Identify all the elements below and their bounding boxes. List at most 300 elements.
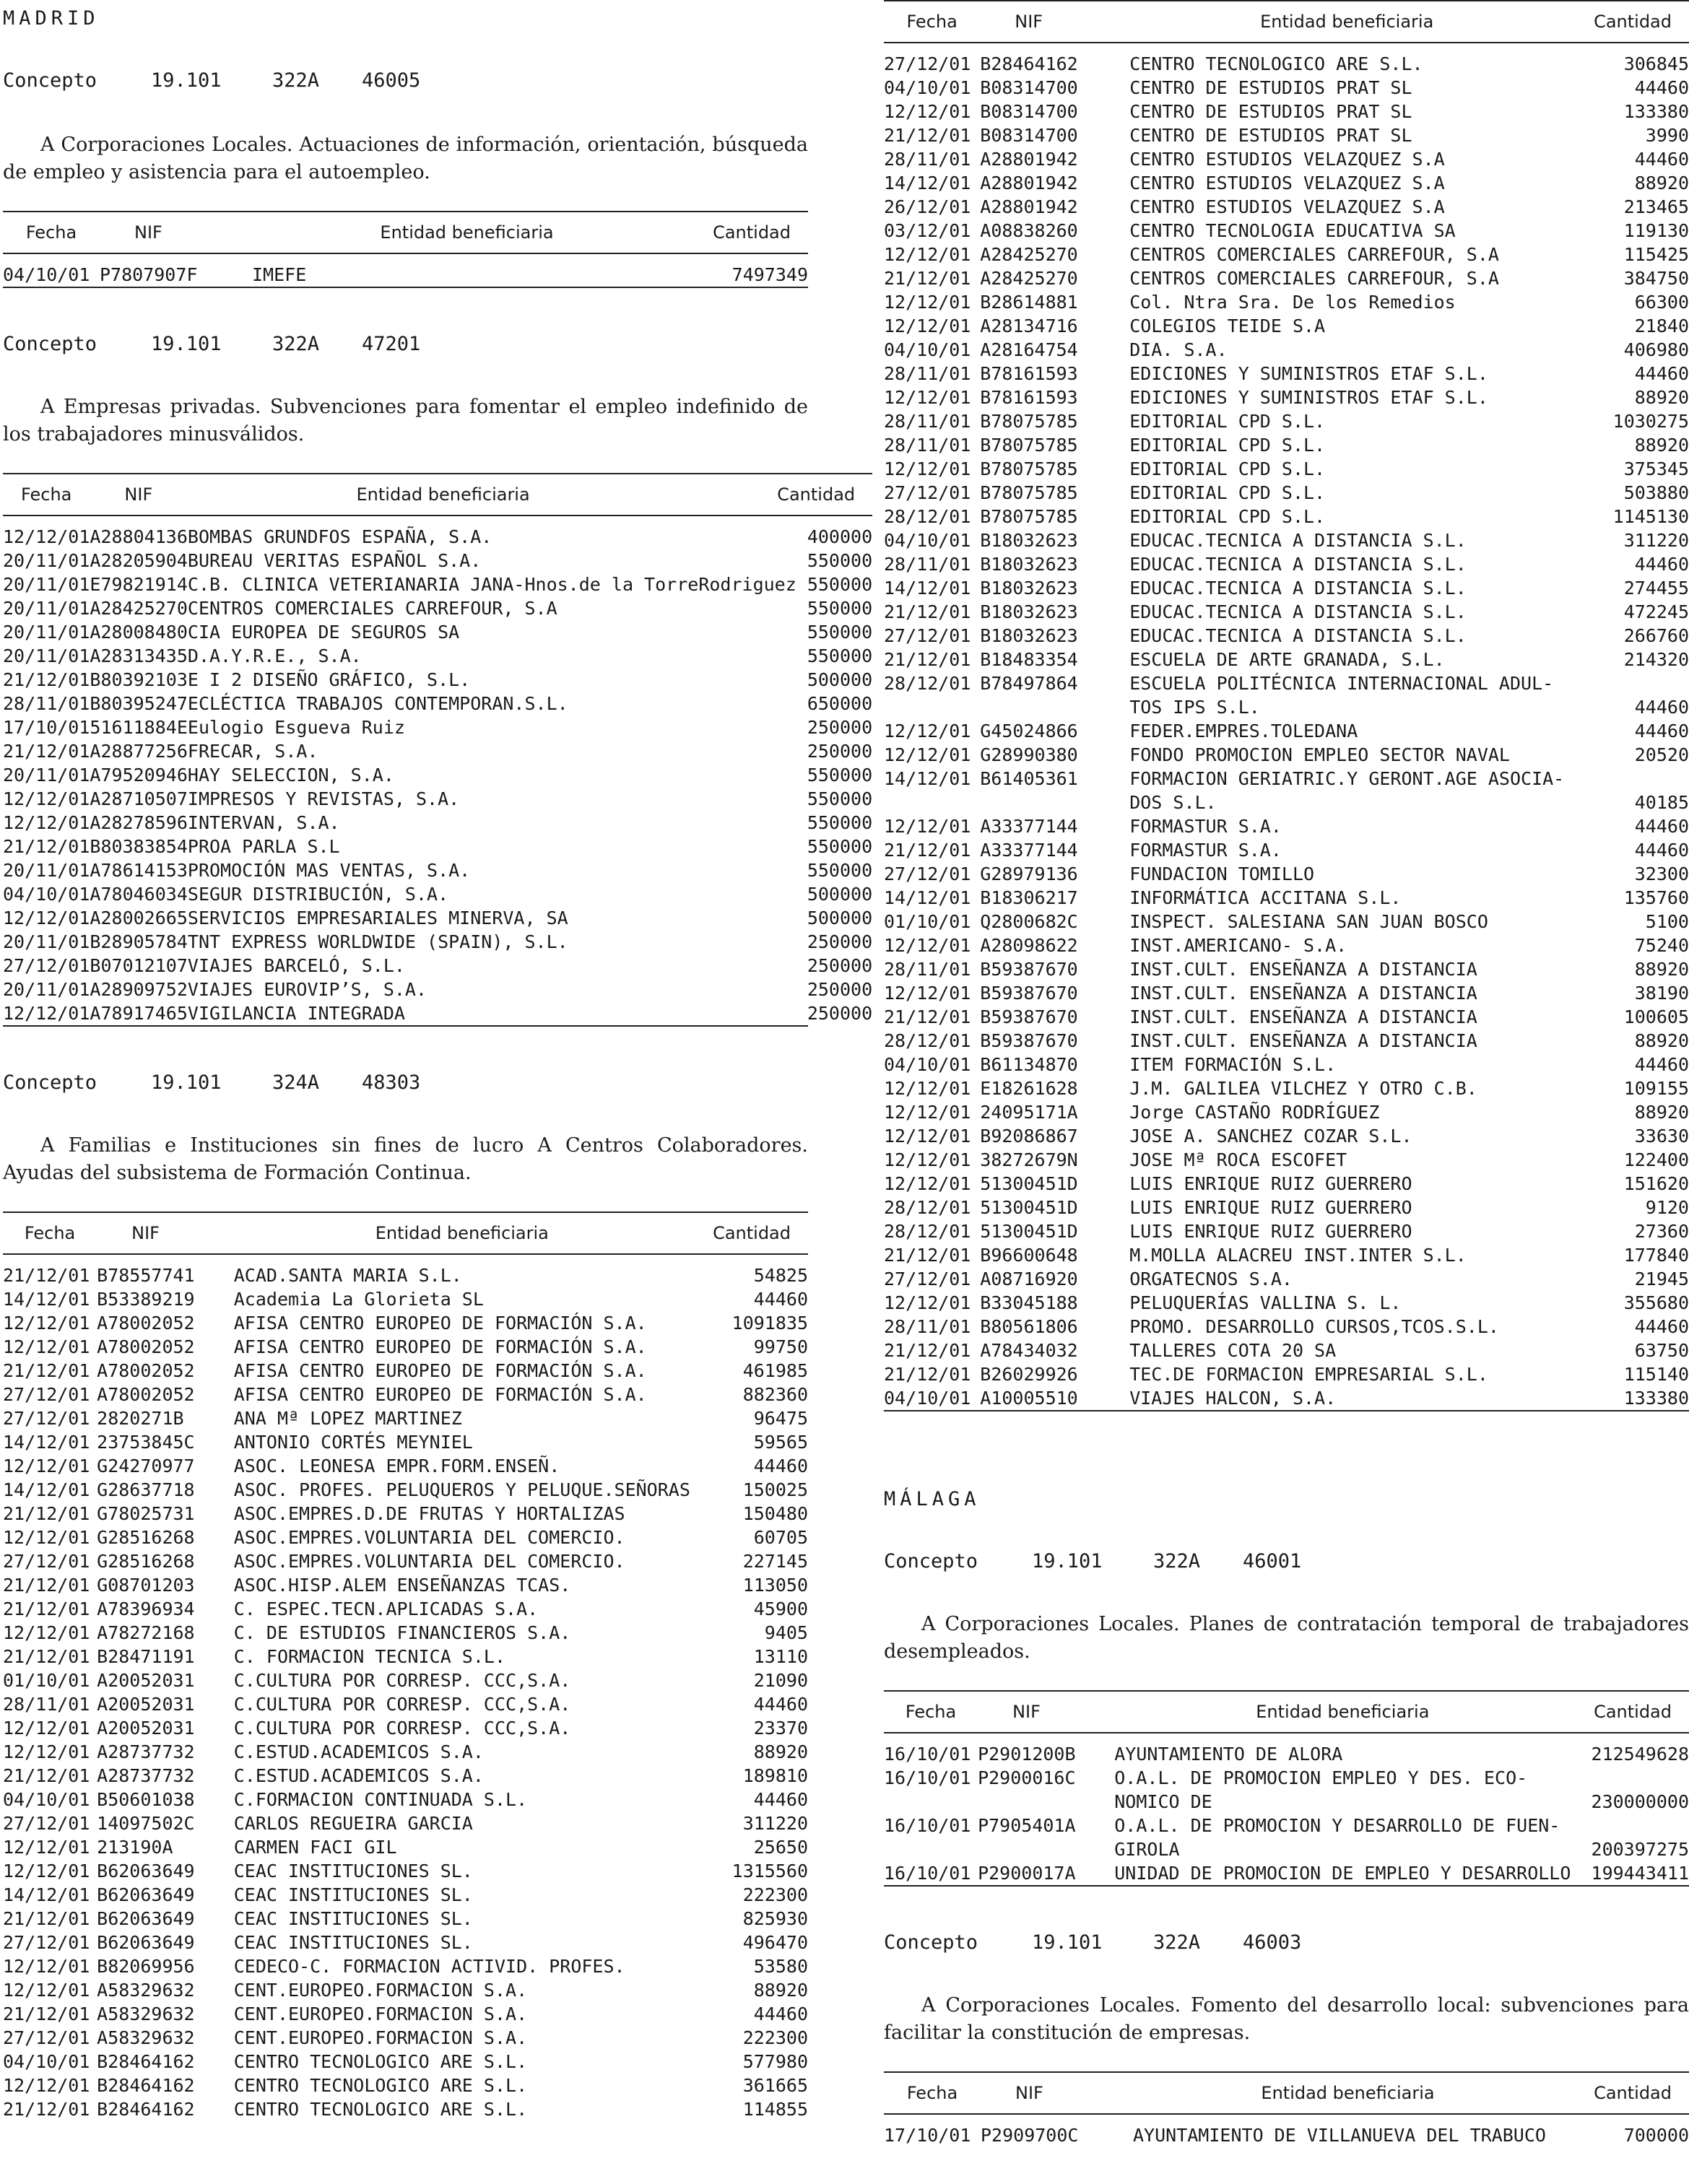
table-row: [884, 171, 1689, 195]
table-row: [3, 1788, 808, 1811]
cell-fecha: 21/12/01: [3, 1360, 90, 1381]
header-cantidad: Cantidad: [1571, 1691, 1689, 1733]
table-row: [3, 549, 872, 573]
cell-nif: A78272168: [97, 1622, 195, 1643]
cell-fecha: 21/12/01: [3, 2099, 90, 2120]
cell-nif: A28804136: [90, 526, 188, 547]
cell-nif: 51611884E: [90, 717, 188, 738]
cell-fecha: 12/12/01: [3, 1980, 90, 2001]
cell-cantidad: 311220: [1623, 530, 1689, 551]
cell-fecha: 12/12/01: [884, 1149, 971, 1170]
cell-fecha: 12/12/01: [3, 1527, 90, 1548]
cell-nif: B78075785: [980, 411, 1078, 432]
cell-fecha: 12/12/01: [884, 101, 971, 122]
table-row: [3, 1454, 808, 1478]
cell-cantidad: 406980: [1623, 339, 1689, 360]
cell-cantidad: 212549628: [1591, 1744, 1689, 1765]
cell-nif: A28164754: [980, 339, 1078, 360]
table-row: [3, 930, 872, 954]
cell-entidad: FUNDACION TOMILLO: [1129, 863, 1315, 884]
concept-label: Concepto: [884, 1550, 978, 1572]
table-row: [884, 1148, 1689, 1172]
table-row: [884, 1733, 1689, 1766]
cell-cantidad: 250000: [807, 717, 873, 738]
cell-fecha: 12/12/01: [884, 1078, 971, 1099]
cell-cantidad: 266760: [1623, 625, 1689, 646]
cell-fecha: 04/10/01: [3, 264, 90, 285]
table-row: [3, 1621, 808, 1645]
table-row: [884, 362, 1689, 386]
header-fecha: Fecha: [3, 474, 90, 515]
cell-nif: B61405361: [980, 768, 1078, 789]
cell-fecha: 28/11/01: [884, 554, 971, 575]
cell-entidad: EDITORIAL CPD S.L.: [1129, 411, 1326, 432]
cell-cantidad: 113050: [742, 1575, 808, 1596]
concept-label: Concepto: [3, 333, 97, 355]
cell-cantidad: 119130: [1623, 220, 1689, 241]
cell-nif: 23753845C: [97, 1432, 195, 1453]
cell-entidad: C.CULTURA POR CORRESP. CCC,S.A.: [233, 1718, 571, 1739]
cell-nif: B18306217: [980, 887, 1078, 908]
concept-program: 324A: [272, 1071, 320, 1094]
cell-fecha: 12/12/01: [3, 1622, 90, 1643]
cell-cantidad: 59565: [753, 1432, 808, 1453]
cell-fecha: 28/11/01: [884, 411, 971, 432]
cell-nif: [980, 791, 1129, 814]
table-row: [884, 791, 1689, 814]
cell-entidad: CENTRO TECNOLOGICO ARE S.L.: [233, 2051, 528, 2072]
cell-cantidad: 44460: [753, 1289, 808, 1310]
cell-fecha: 21/12/01: [884, 1006, 971, 1027]
cell-fecha: 28/12/01: [884, 673, 971, 694]
header-fecha: Fecha: [884, 1691, 978, 1733]
table-row: [884, 433, 1689, 457]
cell-fecha: [884, 695, 980, 719]
cell-cantidad: 230000000: [1591, 1791, 1689, 1812]
cell-nif: 24095171A: [980, 1102, 1078, 1123]
cell-fecha: 27/12/01: [3, 955, 90, 976]
cell-nif: G28516268: [97, 1551, 195, 1572]
cell-fecha: 12/12/01: [884, 1102, 971, 1123]
cell-cantidad: 54825: [753, 1265, 808, 1286]
cell-nif: [978, 1790, 1114, 1814]
cell-entidad: PROMO. DESARROLLO CURSOS,TCOS.S.L.: [1129, 1316, 1499, 1337]
cell-entidad: CEAC INSTITUCIONES SL.: [233, 1884, 473, 1905]
cell-entidad: VIAJES BARCELÓ, S.L.: [187, 955, 405, 976]
cell-fecha: 27/12/01: [884, 482, 971, 503]
table-row: [884, 1861, 1689, 1885]
cell-cantidad: 100605: [1623, 1006, 1689, 1027]
cell-entidad: M.MOLLA ALACREU INST.INTER S.L.: [1129, 1245, 1467, 1266]
header-cantidad: Cantidad: [682, 212, 808, 253]
cell-nif: A58329632: [97, 1980, 195, 2001]
cell-nif: P2900016C: [978, 1767, 1076, 1788]
cell-fecha: 12/12/01: [3, 788, 90, 809]
cell-nif: A78434032: [980, 1340, 1078, 1361]
cell-fecha: 04/10/01: [884, 339, 971, 360]
table-row: [3, 644, 872, 668]
cell-entidad: JOSE Mª ROCA ESCOFET: [1129, 1149, 1347, 1170]
table-row: [3, 1287, 808, 1311]
table-row: [3, 515, 872, 549]
table-row: [3, 2097, 808, 2121]
cell-nif: A28737732: [97, 1765, 195, 1786]
cell-cantidad: 44460: [1634, 840, 1689, 861]
cell-nif: B78075785: [980, 435, 1078, 456]
cell-entidad: FORMASTUR S.A.: [1129, 840, 1282, 861]
cell-entidad: NOMICO DE: [1114, 1791, 1212, 1812]
cell-nif: B50601038: [97, 1789, 195, 1810]
cell-entidad: JOSE A. SANCHEZ COZAR S.L.: [1129, 1126, 1412, 1147]
cell-nif: P2901200B: [978, 1744, 1076, 1765]
cell-cantidad: 227145: [742, 1551, 808, 1572]
cell-nif: A78917465: [90, 1003, 188, 1024]
cell-nif: B59387670: [980, 1030, 1078, 1051]
cell-nif: A28877256: [90, 741, 188, 762]
cell-cantidad: 375345: [1623, 458, 1689, 479]
cell-fecha: 26/12/01: [884, 196, 971, 217]
cell-entidad: CENTRO ESTUDIOS VELAZQUEZ S.A: [1129, 196, 1445, 217]
cell-cantidad: 44460: [753, 1789, 808, 1810]
cell-entidad: CENTROS COMERCIALES CARREFOUR, S.A: [1129, 268, 1499, 289]
concept-item: 46003: [1243, 1931, 1302, 1954]
table-row: [884, 1766, 1689, 1790]
beneficiary-table: [3, 1211, 808, 2121]
cell-cantidad: 44460: [1634, 1054, 1689, 1075]
cell-entidad: AYUNTAMIENTO DE ALORA: [1114, 1744, 1343, 1765]
cell-cantidad: 250000: [807, 955, 873, 976]
cell-entidad: BUREAU VERITAS ESPAÑOL S.A.: [187, 550, 482, 571]
table-row: [884, 505, 1689, 528]
cell-entidad: EDITORIAL CPD S.L.: [1129, 458, 1326, 479]
table-row: [884, 624, 1689, 648]
table-row: [884, 1814, 1689, 1837]
cell-nif: B78497864: [980, 673, 1078, 694]
cell-entidad: CENT.EUROPEO.FORMACION S.A.: [233, 1980, 528, 2001]
cell-fecha: 21/12/01: [884, 1340, 971, 1361]
cell-fecha: 17/10/01: [3, 717, 90, 738]
cell-nif: 51300451D: [980, 1221, 1078, 1242]
city-heading-malaga: MÁLAGA: [884, 1488, 981, 1510]
cell-fecha: 20/11/01: [3, 622, 90, 643]
cell-nif: B18032623: [980, 554, 1078, 575]
cell-entidad: SEGUR DISTRIBUCIÓN, S.A.: [187, 884, 449, 905]
table-row: [884, 671, 1689, 695]
cell-cantidad: 21840: [1634, 316, 1689, 336]
cell-nif: A78002052: [97, 1360, 195, 1381]
cell-entidad: CENTRO TECNOLOGIA EDUCATIVA SA: [1129, 220, 1456, 241]
cell-entidad: AYUNTAMIENTO DE VILLANUEVA DEL TRABUCO: [1133, 2125, 1546, 2146]
cell-nif: A28002665: [90, 908, 188, 928]
cell-nif: P2900017A: [978, 1863, 1076, 1884]
cell-nif: B26029926: [980, 1364, 1078, 1385]
cell-cantidad: 38190: [1634, 983, 1689, 1004]
cell-cantidad: 361665: [742, 2075, 808, 2096]
cell-entidad: C.CULTURA POR CORRESP. CCC,S.A.: [233, 1670, 571, 1691]
table-row: [884, 76, 1689, 100]
cell-fecha: 20/11/01: [3, 931, 90, 952]
cell-fecha: 28/11/01: [884, 435, 971, 456]
cell-fecha: 12/12/01: [3, 1837, 90, 1858]
cell-nif: B80392103: [90, 669, 188, 690]
cell-entidad: CIA EUROPEA DE SEGUROS SA: [187, 622, 460, 643]
table-row: [884, 910, 1689, 934]
cell-cantidad: [1571, 1766, 1689, 1790]
cell-cantidad: 44460: [753, 2004, 808, 2024]
concept-code: 19.101: [151, 333, 222, 355]
cell-entidad: EDUCAC.TECNICA A DISTANCIA S.L.: [1129, 554, 1467, 575]
cell-fecha: 12/12/01: [884, 816, 971, 837]
cell-fecha: 20/11/01: [3, 979, 90, 1000]
cell-cantidad: 213465: [1623, 196, 1689, 217]
cell-cantidad: 199443411: [1591, 1863, 1689, 1884]
cell-entidad: LUIS ENRIQUE RUIZ GUERRERO: [1129, 1197, 1412, 1218]
cell-nif: G08701203: [97, 1575, 195, 1596]
cell-fecha: 28/11/01: [884, 363, 971, 384]
cell-entidad: AFISA CENTRO EUROPEO DE FORMACIÓN S.A.: [233, 1384, 647, 1405]
cell-cantidad: 20520: [1634, 744, 1689, 765]
cell-fecha: 28/11/01: [884, 959, 971, 980]
cell-entidad: EDITORIAL CPD S.L.: [1129, 482, 1326, 503]
cell-nif: B59387670: [980, 959, 1078, 980]
cell-cantidad: 23370: [753, 1718, 808, 1739]
cell-nif: A28801942: [980, 173, 1078, 193]
table-row: [3, 1931, 808, 1954]
table-row: [3, 1311, 808, 1335]
cell-cantidad: 53580: [753, 1956, 808, 1977]
cell-entidad: BOMBAS GRUNDFOS ESPAÑA, S.A.: [187, 526, 492, 547]
table-row: [884, 314, 1689, 338]
cell-cantidad: 32300: [1634, 863, 1689, 884]
cell-entidad: O.A.L. DE PROMOCION Y DESARROLLO DE FUEN-: [1114, 1815, 1560, 1836]
cell-fecha: 27/12/01: [884, 863, 971, 884]
cell-cantidad: 88920: [1634, 959, 1689, 980]
cell-fecha: 27/12/01: [3, 1384, 90, 1405]
cell-entidad: ASOC.EMPRES.D.DE FRUTAS Y HORTALIZAS: [233, 1503, 625, 1524]
table-row: [3, 1859, 808, 1883]
cell-cantidad: 40185: [1634, 792, 1689, 813]
concept-program: 322A: [1153, 1550, 1201, 1572]
cell-entidad: CARMEN FACI GIL: [233, 1837, 397, 1858]
cell-entidad: ORGATECNOS S.A.: [1129, 1269, 1293, 1289]
cell-cantidad: 45900: [753, 1598, 808, 1619]
table-row: [884, 957, 1689, 981]
cell-entidad: C.ESTUD.ACADEMICOS S.A.: [233, 1741, 484, 1762]
table-row: [3, 1764, 808, 1788]
table-row: [884, 814, 1689, 838]
cell-fecha: [884, 1837, 978, 1861]
cell-cantidad: [1564, 767, 1689, 791]
cell-cantidad: 44460: [1634, 721, 1689, 741]
cell-nif: A28313435: [90, 645, 188, 666]
table-row: [3, 596, 872, 620]
cell-entidad: EDICIONES Y SUMINISTROS ETAF S.L.: [1129, 363, 1488, 384]
header-entidad: Entidad beneficiaria: [1133, 2072, 1563, 2114]
concept-item: 48303: [362, 1071, 421, 1094]
cell-nif: A78002052: [97, 1336, 195, 1357]
cell-cantidad: 577980: [742, 2051, 808, 2072]
cell-cantidad: 88920: [1634, 387, 1689, 408]
cell-cantidad: 550000: [807, 812, 873, 833]
header-fecha: Fecha: [3, 1212, 97, 1254]
table-row: [3, 1478, 808, 1502]
cell-entidad: FRECAR, S.A.: [187, 741, 318, 762]
table-row: [884, 1837, 1689, 1861]
cell-fecha: 28/12/01: [884, 1030, 971, 1051]
right-column: [884, 0, 1689, 2147]
cell-fecha: 27/12/01: [884, 625, 971, 646]
cell-nif: A78046034: [90, 884, 188, 905]
table-row: [3, 2050, 808, 2074]
table-row: [3, 573, 872, 596]
cell-entidad: AFISA CENTRO EUROPEO DE FORMACIÓN S.A.: [233, 1336, 647, 1357]
concept-description: A Corporaciones Locales. Planes de contratación temporal de trabajadores desempleados.: [884, 1613, 1689, 1663]
cell-fecha: 12/12/01: [3, 812, 90, 833]
table-row: [884, 1315, 1689, 1339]
cell-cantidad: 306845: [1623, 53, 1689, 74]
table-row: [3, 1335, 808, 1359]
concept-line: [884, 1550, 1689, 1573]
table-row: [3, 2074, 808, 2097]
cell-fecha: 21/12/01: [3, 836, 90, 857]
cell-fecha: 21/12/01: [3, 2004, 90, 2024]
cell-cantidad: 44460: [1634, 697, 1689, 718]
cell-nif: A28134716: [980, 316, 1078, 336]
cell-entidad: CENTROS COMERCIALES CARREFOUR, S.A: [187, 598, 557, 619]
cell-nif: B80395247: [90, 693, 188, 714]
header-cantidad: Cantidad: [1563, 2072, 1689, 2114]
cell-entidad: VIGILANCIA INTEGRADA: [187, 1003, 405, 1024]
cell-fecha: 17/10/01: [884, 2125, 971, 2146]
table-row: [884, 862, 1689, 886]
cell-nif: B80383854: [90, 836, 188, 857]
cell-fecha: 01/10/01: [884, 911, 971, 932]
cell-nif: B62063649: [97, 1908, 195, 1929]
concept-line: [3, 333, 808, 356]
cell-cantidad: 44460: [1634, 1316, 1689, 1337]
cell-fecha: 12/12/01: [3, 1718, 90, 1739]
concept-description: A Empresas privadas. Subvenciones para fomentar el empleo indefinido de los trabajadores minusválidos.: [3, 396, 808, 445]
cell-cantidad: 250000: [807, 931, 873, 952]
cell-cantidad: 27360: [1634, 1221, 1689, 1242]
header-nif: NIF: [981, 2072, 1133, 2114]
cell-nif: 51300451D: [980, 1173, 1078, 1194]
cell-fecha: 12/12/01: [884, 316, 971, 336]
cell-nif: A28425270: [90, 598, 188, 619]
cell-entidad: Academia La Glorieta SL: [233, 1289, 484, 1310]
cell-cantidad: 500000: [807, 669, 873, 690]
cell-nif: E79821914: [90, 574, 188, 595]
cell-entidad: Jorge CASTAÑO RODRÍGUEZ: [1129, 1102, 1380, 1123]
cell-nif: B08314700: [980, 77, 1078, 98]
cell-entidad: EDUCAC.TECNICA A DISTANCIA S.L.: [1129, 530, 1467, 551]
cell-cantidad: [1571, 1814, 1689, 1837]
cell-entidad: ANA Mª LOPEZ MARTINEZ: [233, 1408, 462, 1429]
cell-entidad: DIA. S.A.: [1129, 339, 1228, 360]
cell-entidad: CENTRO TECNOLOGICO ARE S.L.: [1129, 53, 1423, 74]
cell-cantidad: 151620: [1623, 1173, 1689, 1194]
cell-entidad: ASOC.EMPRES.VOLUNTARIA DEL COMERCIO.: [233, 1551, 625, 1572]
table-row: [884, 290, 1689, 314]
cell-entidad: IMEFE: [252, 264, 307, 285]
cell-fecha: 12/12/01: [3, 1741, 90, 1762]
cell-entidad: C.FORMACION CONTINUADA S.L.: [233, 1789, 528, 1810]
cell-entidad: EDITORIAL CPD S.L.: [1129, 506, 1326, 527]
cell-fecha: 21/12/01: [3, 1265, 90, 1286]
cell-cantidad: 99750: [753, 1336, 808, 1357]
table-row: [3, 1001, 872, 1025]
cell-entidad: EDUCAC.TECNICA A DISTANCIA S.L.: [1129, 601, 1467, 622]
cell-entidad: EDUCAC.TECNICA A DISTANCIA S.L.: [1129, 578, 1467, 599]
cell-nif: G24270977: [97, 1456, 195, 1476]
cell-nif: G78025731: [97, 1503, 195, 1524]
cell-fecha: 27/12/01: [3, 2027, 90, 2048]
cell-entidad: CENTROS COMERCIALES CARREFOUR, S.A: [1129, 244, 1499, 265]
cell-nif: A78002052: [97, 1313, 195, 1334]
table-row: [3, 978, 872, 1001]
table-row: [884, 147, 1689, 171]
cell-entidad: ITEM FORMACIÓN S.L.: [1129, 1054, 1337, 1075]
cell-nif: B18032623: [980, 625, 1078, 646]
cell-cantidad: 472245: [1623, 601, 1689, 622]
cell-nif: B18032623: [980, 601, 1078, 622]
cell-cantidad: 88920: [1634, 1102, 1689, 1123]
table-row: [884, 648, 1689, 671]
cell-fecha: 12/12/01: [884, 744, 971, 765]
table-row: [884, 1029, 1689, 1053]
cell-fecha: 04/10/01: [3, 2051, 90, 2072]
table-row: [3, 739, 872, 763]
cell-cantidad: 550000: [807, 598, 873, 619]
cell-nif: B78075785: [980, 482, 1078, 503]
cell-cantidad: 177840: [1623, 1245, 1689, 1266]
cell-cantidad: 550000: [807, 645, 873, 666]
cell-fecha: 20/11/01: [3, 550, 90, 571]
cell-entidad: CENTRO TECNOLOGICO ARE S.L.: [233, 2075, 528, 2096]
cell-nif: B28464162: [97, 2051, 195, 2072]
cell-nif: A78002052: [97, 1384, 195, 1405]
header-nif: NIF: [978, 1691, 1114, 1733]
cell-fecha: 21/12/01: [884, 125, 971, 146]
cell-fecha: 12/12/01: [884, 387, 971, 408]
cell-cantidad: 44460: [753, 1456, 808, 1476]
header-cantidad: Cantidad: [698, 474, 872, 515]
cell-fecha: 16/10/01: [884, 1863, 971, 1884]
cell-fecha: 16/10/01: [884, 1767, 971, 1788]
cell-fecha: 12/12/01: [3, 1456, 90, 1476]
cell-nif: B18483354: [980, 649, 1078, 670]
cell-cantidad: 882360: [742, 1384, 808, 1405]
cell-entidad: CENTRO DE ESTUDIOS PRAT SL: [1129, 77, 1412, 98]
cell-entidad: IMPRESOS Y REVISTAS, S.A.: [187, 788, 460, 809]
cell-entidad: CENTRO DE ESTUDIOS PRAT SL: [1129, 101, 1412, 122]
cell-fecha: 21/12/01: [884, 601, 971, 622]
cell-cantidad: 7497349: [731, 264, 808, 285]
table-row: [3, 1669, 808, 1692]
beneficiary-table: [3, 473, 872, 1025]
cell-entidad: INFORMÁTICA ACCITANA S.L.: [1129, 887, 1402, 908]
cell-fecha: 01/10/01: [3, 1670, 90, 1691]
table-row: [884, 767, 1689, 791]
cell-fecha: 12/12/01: [3, 2075, 90, 2096]
cell-cantidad: 222300: [742, 1884, 808, 1905]
cell-cantidad: 355680: [1623, 1292, 1689, 1313]
cell-cantidad: 133380: [1623, 101, 1689, 122]
cell-entidad: C. FORMACION TECNICA S.L.: [233, 1646, 506, 1667]
table-row: [884, 481, 1689, 505]
table-row: [884, 1362, 1689, 1386]
cell-cantidad: 503880: [1623, 482, 1689, 503]
